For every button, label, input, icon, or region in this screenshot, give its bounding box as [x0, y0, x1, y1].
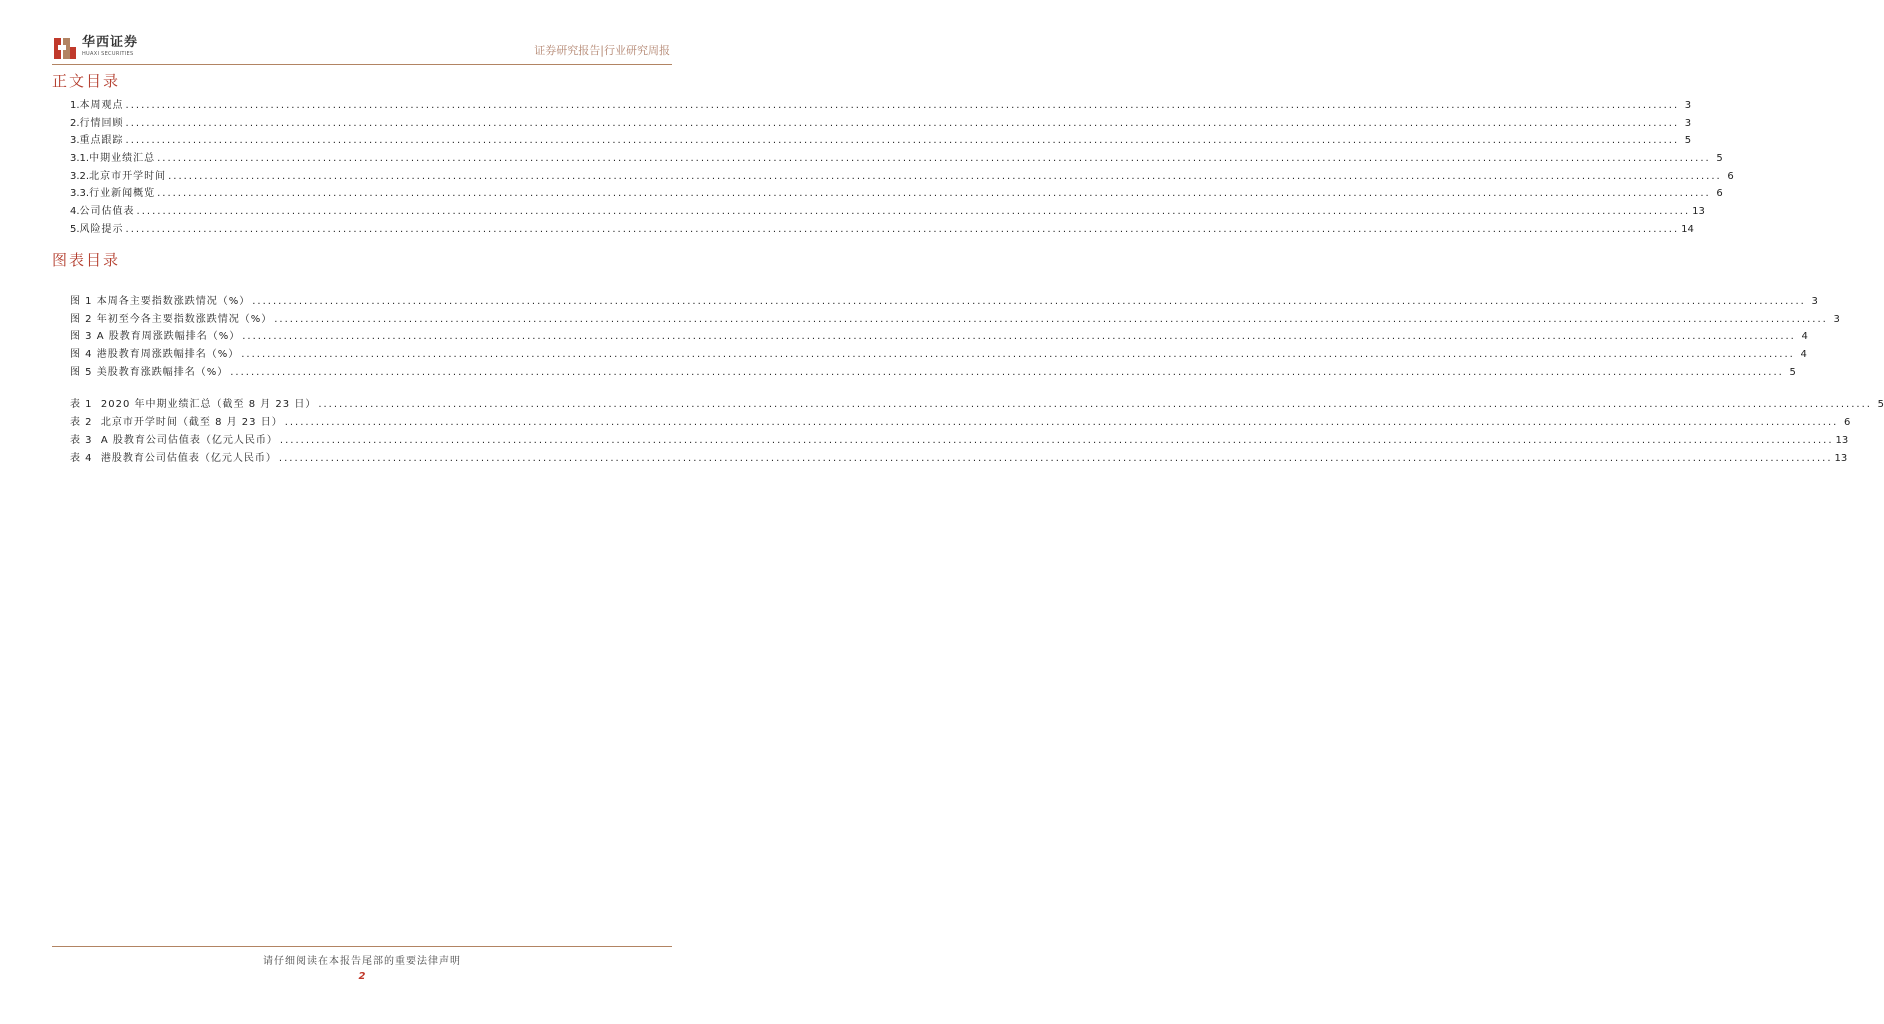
- toc-entry[interactable]: [70, 413, 1851, 431]
- toc-leader-dots: ............................................................................................................................................................................................................................................................................................................: [125, 223, 1680, 235]
- toc-entry[interactable]: [70, 292, 1818, 310]
- toc-leader-dots: ............................................................................................................................................................................................................................................................................................................: [274, 313, 1828, 325]
- toc-entry[interactable]: [70, 114, 1692, 132]
- list-spacer: [70, 380, 686, 395]
- toc-leader-dots: ............................................................................................................................................................................................................................................................................................................: [278, 452, 1833, 464]
- logo-chinese-name: 华西证券: [82, 35, 139, 50]
- toc-entry[interactable]: [70, 149, 1723, 167]
- logo-english-name: HUAXI SECURITIES: [82, 51, 134, 57]
- toc-entry-page: 13: [1835, 434, 1849, 446]
- toc-entry-number: 3.2.: [70, 170, 90, 182]
- toc-entry-page: 6: [1843, 417, 1851, 429]
- toc-entry[interactable]: [70, 363, 1796, 381]
- toc-entry-label: 图 5 美股教育涨跌幅排名（%）: [70, 366, 229, 378]
- toc-leader-dots: ............................................................................................................................................................................................................................................................................................................: [125, 135, 1680, 147]
- toc-entry-number: 2.: [70, 117, 80, 129]
- report-type-label: 证券研究报告|行业研究周报: [534, 44, 670, 57]
- toc-entry-label: 重点跟踪: [79, 135, 124, 147]
- logo-text: [82, 36, 138, 58]
- toc-entry-label: 图 3 A 股教育周涨跌幅排名（%）: [70, 331, 241, 343]
- toc-entry-label: 中期业绩汇总: [89, 153, 156, 165]
- toc-leader-dots: ............................................................................................................................................................................................................................................................................................................: [241, 349, 1795, 361]
- figures-list: [70, 292, 1884, 466]
- toc-entry[interactable]: [70, 327, 1808, 345]
- toc-entry[interactable]: [70, 310, 1840, 328]
- toc-leader-dots: ............................................................................................................................................................................................................................................................................................................: [125, 117, 1680, 129]
- toc-entry-page: 4: [1801, 331, 1808, 343]
- toc-entry-number: 4.: [70, 206, 80, 218]
- toc-entry-page: 3: [1833, 313, 1840, 325]
- toc-entry[interactable]: [70, 167, 1734, 185]
- toc-leader-dots: ............................................................................................................................................................................................................................................................................................................: [242, 331, 1796, 343]
- toc-entry-label: 北京市开学时间: [89, 170, 167, 182]
- toc-entry-label: 本周观点: [79, 100, 124, 111]
- toc-entry-label: 风险提示: [79, 223, 124, 235]
- toc-entry-label: 图 4 港股教育周涨跌幅排名（%）: [70, 349, 240, 361]
- toc-entry-page: 6: [1727, 170, 1734, 182]
- huaxi-logo-icon: [52, 35, 78, 61]
- toc-entry-number: 1.: [70, 100, 80, 111]
- toc-entry-number: 3.3.: [70, 188, 90, 200]
- toc-entry-page: 14: [1681, 223, 1694, 235]
- toc-leader-dots: ............................................................................................................................................................................................................................................................................................................: [168, 170, 1722, 182]
- toc-leader-dots: ............................................................................................................................................................................................................................................................................................................: [284, 417, 1839, 429]
- toc-entry-page: 13: [1692, 206, 1705, 218]
- toc-entry-label: 表 3 A 股教育公司估值表（亿元人民币）: [70, 434, 278, 446]
- page-header: [52, 30, 672, 66]
- toc-leader-dots: ............................................................................................................................................................................................................................................................................................................: [230, 366, 1784, 378]
- toc-leader-dots: ............................................................................................................................................................................................................................................................................................................: [157, 188, 1711, 200]
- toc-entry[interactable]: [70, 184, 1723, 202]
- toc-leader-dots: ............................................................................................................................................................................................................................................................................................................: [252, 296, 1806, 307]
- toc-leader-dots: ............................................................................................................................................................................................................................................................................................................: [279, 434, 1834, 446]
- toc-entry-page: 3: [1811, 296, 1818, 307]
- toc-entry[interactable]: [70, 395, 1884, 413]
- toc-entry-label: 表 4 港股教育公司估值表（亿元人民币）: [70, 452, 277, 464]
- toc-entry-page: 5: [1684, 135, 1692, 147]
- legal-disclaimer: 请仔细阅读在本报告尾部的重要法律声明: [263, 956, 461, 967]
- toc-entry-page: 13: [1834, 452, 1848, 464]
- footer-divider: [52, 946, 672, 947]
- toc-entry-label: 表 1 2020 年中期业绩汇总（截至 8 月 23 日）: [70, 399, 317, 411]
- page-number: 2: [358, 971, 366, 982]
- toc-entry[interactable]: [70, 431, 1849, 449]
- toc-entry-label: 图 1 本周各主要指数涨跌情况（%）: [70, 296, 251, 307]
- toc-entry[interactable]: [70, 131, 1692, 149]
- toc-entry-page: 5: [1789, 366, 1796, 378]
- toc-entry[interactable]: [70, 96, 1692, 114]
- toc-leader-dots: ............................................................................................................................................................................................................................................................................................................: [157, 153, 1711, 165]
- toc-entry-page: 6: [1716, 188, 1723, 200]
- toc-entry-number: 3.1.: [70, 153, 90, 165]
- toc-entry-number: 5.: [70, 223, 80, 235]
- contents-title: 正文目录: [52, 72, 121, 90]
- toc-entry[interactable]: [70, 345, 1807, 363]
- toc-entry-page: 3: [1684, 117, 1692, 129]
- toc-entry-label: 公司估值表: [79, 206, 135, 218]
- toc-leader-dots: ............................................................................................................................................................................................................................................................................................................: [125, 100, 1680, 111]
- toc-entry[interactable]: [70, 220, 1694, 238]
- figures-title: 图表目录: [52, 251, 121, 269]
- toc-entry-page: 4: [1800, 349, 1807, 361]
- toc-leader-dots: ............................................................................................................................................................................................................................................................................................................: [318, 399, 1872, 411]
- toc-entry[interactable]: [70, 449, 1848, 467]
- toc-leader-dots: ............................................................................................................................................................................................................................................................................................................: [136, 206, 1691, 218]
- toc-entry-label: 行情回顾: [79, 117, 124, 129]
- contents-list: [70, 96, 1734, 238]
- toc-entry-label: 图 2 年初至今各主要指数涨跌情况（%）: [70, 313, 273, 325]
- toc-entry-label: 行业新闻概览: [89, 188, 156, 200]
- toc-entry-page: 5: [1716, 153, 1723, 165]
- toc-entry-label: 表 2 北京市开学时间（截至 8 月 23 日）: [70, 417, 283, 429]
- toc-entry-number: 3.: [70, 135, 80, 147]
- toc-entry-page: 5: [1877, 399, 1884, 411]
- toc-entry[interactable]: [70, 202, 1705, 220]
- toc-entry-page: 3: [1684, 100, 1692, 111]
- header-divider: [52, 64, 672, 65]
